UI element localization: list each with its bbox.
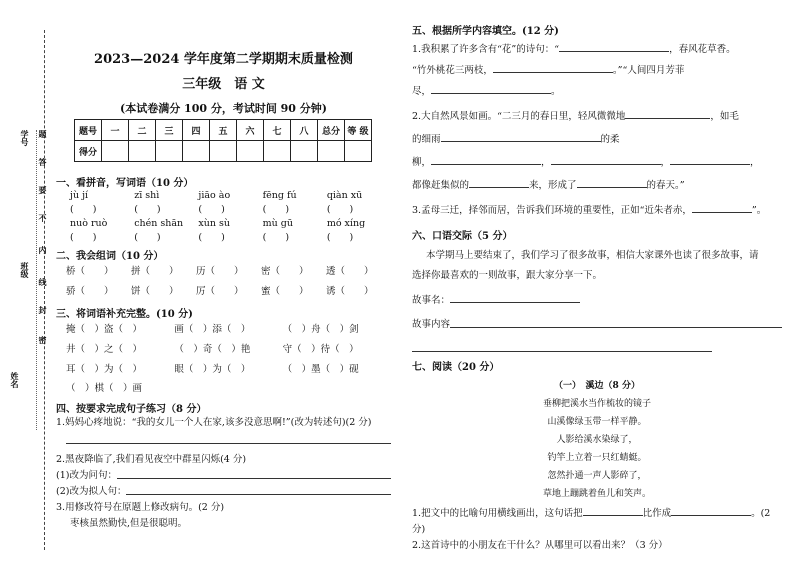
question-4-2b-label: (2)改为拟人句： (56, 486, 127, 497)
text: 。”“人间四月芳菲 (612, 65, 685, 76)
margin-label-name: 姓名 (10, 372, 20, 388)
question-4-2a-label: (1)改为问句： (56, 470, 117, 481)
score-input[interactable] (129, 141, 156, 162)
answer-paren[interactable]: ( ) (326, 232, 354, 243)
text: “竹外桃花三两枝， (412, 65, 493, 76)
question-5-1b (412, 62, 782, 79)
text: ，如毛 (710, 111, 739, 122)
pinyin: jù jí (70, 190, 89, 201)
answer-line[interactable] (66, 431, 391, 444)
score-cell: 五 (210, 120, 237, 141)
text: 2.大自然风景如画。“二三月的春日里，轻风微微地 (412, 111, 626, 122)
text: 3.孟母三迁，择邻而居，告诉我们环境的重要性，正如“近朱者赤， (412, 205, 692, 216)
text: 1.我积累了许多含有“花”的诗句：“ (412, 44, 560, 55)
score-cell: 二 (129, 120, 156, 141)
story-name-row (412, 292, 782, 309)
poem-line: 山溪像绿玉带一样平静。 (547, 417, 647, 427)
pinyin: qiàn xū (326, 190, 363, 201)
text: 尽， (412, 86, 432, 97)
question-7-1 (412, 505, 782, 538)
story-name-label: 故事名： (412, 295, 451, 306)
word-item[interactable]: 诱（ ） (326, 286, 374, 297)
idiom-item[interactable]: （ ）奇（ ）艳 (174, 344, 251, 355)
section-7-title: 七、阅读（20 分） (412, 362, 500, 373)
idiom-item[interactable]: 耳（ ）为（ ） (66, 364, 143, 375)
question-5-2c: 柳， ， ， ， (412, 154, 782, 171)
score-input[interactable] (183, 141, 210, 162)
answer-line[interactable] (583, 505, 643, 516)
pinyin: xùn sù (198, 218, 231, 229)
score-cell: 一 (102, 120, 129, 141)
answer-line[interactable] (469, 177, 529, 188)
section-3-title: 三、将词语补充完整。(10 分) (56, 309, 193, 320)
word-item[interactable]: 蜜（ ） (261, 286, 309, 297)
answer-line[interactable] (431, 83, 551, 94)
oral-text-2: 选择你最喜欢的一则故事，跟大家分享一下。 (412, 270, 603, 281)
idiom-item[interactable]: 掩（ ）盗（ ） (66, 324, 143, 335)
score-cell: 得分 (75, 141, 102, 162)
text: 。(2 分) (412, 508, 771, 535)
answer-paren[interactable]: ( ) (262, 204, 290, 215)
margin-label-2: 答 (38, 158, 48, 166)
answer-line[interactable] (412, 339, 712, 352)
word-item[interactable]: 饼（ ） (131, 286, 179, 297)
question-5-2 (412, 108, 782, 125)
margin-label-8: 密 (38, 336, 48, 344)
pinyin-row (56, 189, 391, 203)
question-5-1c: 尽， 。 (412, 83, 782, 100)
margin-label-5: 内 (38, 246, 48, 254)
score-cell: 题号 (75, 120, 102, 141)
margin-label-xuehao: 学号 (20, 130, 30, 146)
answer-paren[interactable]: ( ) (70, 204, 97, 215)
answer-paren[interactable]: ( ) (134, 232, 161, 243)
poem-line: 忽然扑通一声人影碎了， (547, 471, 647, 481)
margin-label-6: 线 (38, 278, 48, 286)
story-content-label: 故事内容 (412, 319, 451, 330)
text: 的柔 (600, 134, 620, 145)
question-5-2d (412, 177, 782, 194)
answer-line[interactable] (126, 484, 391, 495)
score-cell: 四 (183, 120, 210, 141)
section-2-title: 二、我会组词（10 分） (56, 251, 164, 262)
text: 来，形成了 (529, 180, 577, 191)
score-input[interactable] (210, 141, 237, 162)
right-column (412, 22, 782, 554)
text: 柳， (412, 157, 432, 168)
section-1-title: 一、看拼音，写词语（10 分） (56, 178, 194, 189)
answer-line[interactable] (117, 468, 391, 479)
idiom-item[interactable]: 守（ ）待（ ） (282, 344, 359, 355)
idiom-item[interactable]: （ ）墨（ ）砚 (282, 364, 359, 375)
word-item[interactable]: 拼（ ） (131, 266, 179, 277)
score-input[interactable] (318, 141, 345, 162)
text: 的春天。” (646, 180, 685, 191)
question-4-2: 2.黑夜降临了,我们看见夜空中群星闪烁(4 分) (56, 454, 247, 465)
score-input[interactable] (264, 141, 291, 162)
answer-line[interactable] (441, 131, 601, 142)
question-5-3 (412, 202, 782, 219)
question-4-1: 1.妈妈心疼地说：“我的女儿一个人在家,该多没意思啊!”(改为转述句)(2 分) (56, 417, 372, 428)
word-item[interactable]: 历（ ） (196, 266, 244, 277)
answer-row (56, 203, 391, 217)
idiom-row (56, 360, 391, 380)
poem-line: 垂柳把溪水当作梳妆的镜子 (542, 399, 651, 409)
question-4-2a (56, 468, 391, 484)
score-table (74, 119, 372, 162)
answer-paren[interactable]: ( ) (70, 232, 97, 243)
word-item[interactable]: 密（ ） (261, 266, 309, 277)
pinyin: jiāo ào (198, 190, 231, 201)
pinyin: fēng fú (262, 190, 297, 201)
binding-margin (0, 0, 52, 561)
word-item[interactable]: 厉（ ） (196, 286, 244, 297)
question-5-1 (412, 41, 782, 58)
idiom-item[interactable]: 井（ ）之（ ） (66, 344, 143, 355)
question-4-3: 3.用修改符号在原题上修改病句。(2 分) (56, 502, 225, 513)
left-column (56, 46, 391, 532)
answer-paren[interactable]: ( ) (198, 204, 225, 215)
score-cell: 三 (156, 120, 183, 141)
answer-line[interactable] (493, 62, 613, 73)
sick-sentence[interactable]: 枣核虽然勤快,但是很聪明。 (70, 518, 188, 529)
text: 比作成 (642, 508, 672, 519)
text: ，春风花草香。 (669, 44, 736, 55)
exam-subtitle: 三年级 语 文 (182, 77, 265, 92)
idiom-item[interactable]: （ ）棋（ ）画 (66, 383, 143, 394)
idiom-item[interactable]: （ ）舟（ ）剑 (282, 324, 359, 335)
answer-line[interactable] (670, 154, 750, 165)
exam-title: 2023—2024 学年度第二学期期末质量检测 (94, 52, 353, 67)
section-6-title: 六、口语交际（5 分） (412, 231, 513, 242)
word-row (56, 262, 391, 282)
text: 的细雨 (412, 134, 441, 145)
seal-line (36, 130, 37, 430)
question-4-2b (56, 484, 391, 500)
section-4-title: 四、按要求完成句子练习（8 分） (56, 404, 207, 415)
answer-line[interactable] (551, 154, 661, 165)
pinyin: chén shān (134, 218, 184, 229)
score-cell: 总分 (318, 120, 345, 141)
idiom-row (56, 320, 391, 340)
word-item[interactable]: 骄（ ） (66, 286, 114, 297)
idiom-item[interactable]: 画（ ）添（ ） (174, 324, 251, 335)
answer-line[interactable] (431, 154, 541, 165)
exam-note: (本试卷满分 100 分，考试时间 90 分钟) (120, 102, 327, 115)
pinyin: nuò ruò (70, 218, 108, 229)
question-5-2b (412, 131, 782, 148)
word-item[interactable]: 桥（ ） (66, 266, 114, 277)
idiom-item[interactable]: 眼（ ）为（ ） (174, 364, 251, 375)
answer-paren[interactable]: ( ) (262, 232, 290, 243)
margin-label-3: 要 (38, 186, 48, 194)
poem-line: 钓竿上立着一只红蜻蜓。 (547, 453, 647, 463)
answer-line[interactable] (559, 41, 669, 52)
score-table-row (75, 141, 372, 162)
answer-line[interactable] (671, 505, 751, 516)
question-7-2: 2.这首诗中的小朋友在干什么？从哪里可以看出来？（3 分） (412, 540, 668, 551)
score-cell: 八 (291, 120, 318, 141)
answer-line[interactable] (692, 202, 752, 213)
score-input[interactable] (102, 141, 129, 162)
text: 1.把文中的比喻句用横线画出，这句话把 (412, 508, 583, 519)
poem-line: 草地上蹦跳着鱼儿和笑声。 (542, 489, 651, 499)
answer-row (56, 231, 391, 245)
word-row (56, 282, 391, 302)
text: ”。 (751, 205, 767, 216)
score-cell: 等 级 (345, 120, 372, 141)
answer-paren[interactable]: ( ) (134, 204, 161, 215)
poem-title: （一） 溪边（8 分） (554, 381, 640, 391)
margin-label-class: 班级 (20, 262, 30, 278)
story-content-row (412, 317, 782, 333)
pinyin-row (56, 217, 391, 231)
word-item[interactable]: 透（ ） (326, 266, 374, 277)
score-cell: 七 (264, 120, 291, 141)
margin-label-1: 题 (38, 130, 48, 138)
score-input[interactable] (291, 141, 318, 162)
answer-paren[interactable]: ( ) (198, 232, 225, 243)
poem-line: 人影给溪水染绿了， (556, 435, 638, 445)
pinyin: mó xíng (326, 218, 366, 229)
pinyin: zī shì (134, 190, 160, 201)
cut-line (44, 30, 45, 550)
score-cell: 六 (237, 120, 264, 141)
answer-paren[interactable]: ( ) (326, 204, 354, 215)
margin-label-7: 封 (38, 306, 48, 314)
text: 都像赶集似的 (412, 180, 470, 191)
score-input[interactable] (237, 141, 264, 162)
pinyin: mù gū (262, 218, 293, 229)
story-content-input[interactable] (450, 317, 782, 328)
margin-label-4: 不 (38, 214, 48, 222)
answer-line[interactable] (625, 108, 710, 119)
score-input[interactable] (156, 141, 183, 162)
section-5-title: 五、根据所学内容填空。(12 分) (412, 26, 559, 37)
answer-line[interactable] (577, 177, 647, 188)
idiom-row (56, 340, 391, 360)
idiom-row (56, 380, 391, 398)
story-name-input[interactable] (450, 292, 580, 303)
score-table-row (75, 120, 372, 141)
score-input[interactable] (345, 141, 372, 162)
oral-text-1: 本学期马上要结束了，我们学习了很多故事，相信大家课外也读了很多故事，请 (426, 250, 759, 261)
